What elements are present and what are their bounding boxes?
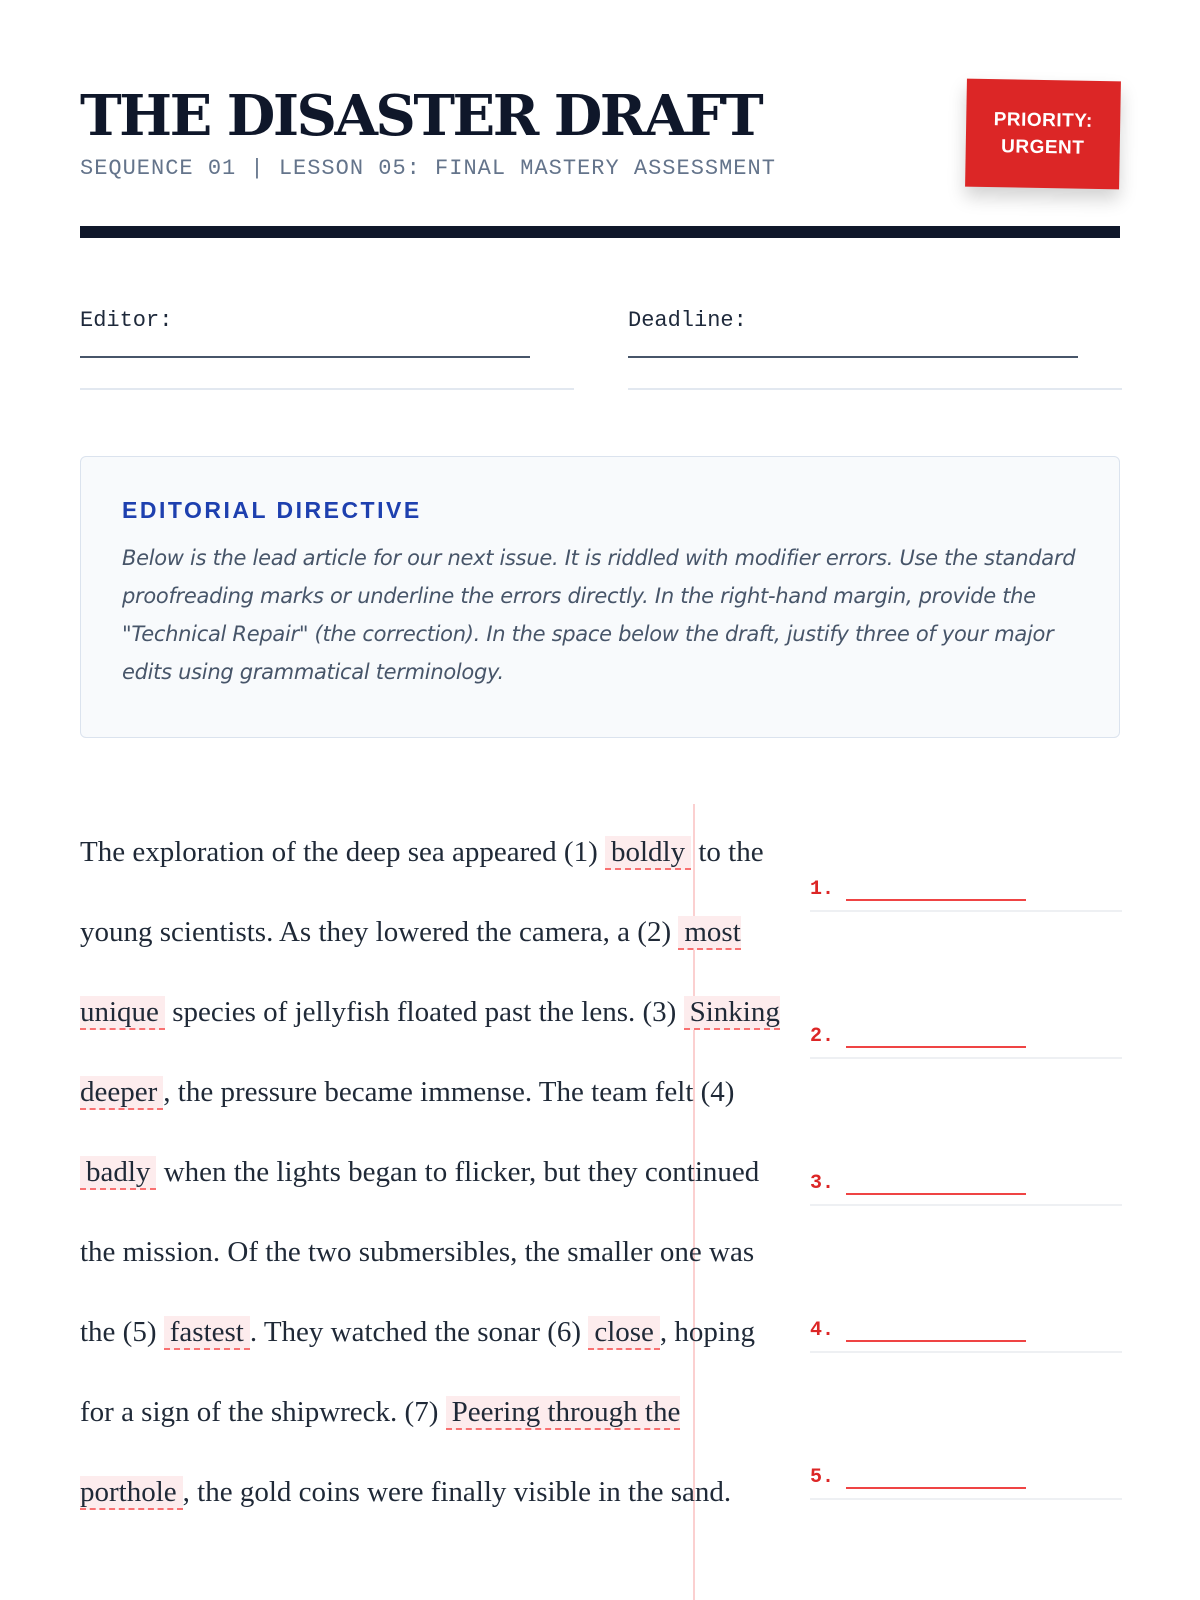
error-5[interactable]: fastest [164, 1316, 250, 1350]
answer-slot-2[interactable] [810, 1017, 1122, 1059]
deadline-input-line[interactable] [628, 356, 1078, 358]
answer-number: 1. [810, 878, 835, 901]
deadline-label: Deadline: [628, 308, 747, 333]
answer-number: 4. [810, 1319, 835, 1342]
editor-field[interactable] [80, 306, 574, 390]
error-1[interactable]: boldly [605, 836, 691, 870]
draft-text: when the lights began to flicker, but they continued the mission. Of the two submersibles, the smaller one was the (5) [80, 1156, 760, 1348]
draft-text: , the pressure became immense. The team felt (4) [163, 1076, 735, 1108]
error-4[interactable]: badly [80, 1156, 156, 1190]
answer-line[interactable] [846, 1340, 1026, 1342]
draft-text: , hoping for a sign of the shipwreck. (7) [80, 1316, 755, 1428]
answer-line[interactable] [846, 899, 1026, 901]
answer-line[interactable] [846, 1046, 1026, 1048]
draft-text: The exploration of the deep sea appeared (1) [80, 836, 605, 868]
priority-stamp [965, 79, 1121, 190]
error-7[interactable]: Peering through the porthole [80, 1396, 681, 1508]
answer-line[interactable] [846, 1487, 1026, 1489]
editor-input-line[interactable] [80, 356, 530, 358]
answer-slot-4[interactable] [810, 1311, 1122, 1353]
answer-slot-5[interactable] [810, 1458, 1122, 1500]
error-6[interactable]: close [588, 1316, 660, 1350]
error-3[interactable]: Sinking deeper [80, 996, 780, 1108]
draft-text: . They watched the sonar (6) [249, 1316, 589, 1348]
answer-number: 3. [810, 1172, 835, 1195]
header [80, 80, 1120, 240]
directive-title: EDITORIAL DIRECTIVE [122, 497, 422, 523]
answer-slot-1[interactable] [810, 870, 1122, 912]
stamp-line-2: URGENT [1000, 136, 1085, 159]
answer-slot-3[interactable] [810, 1164, 1122, 1206]
answer-number: 2. [810, 1025, 835, 1048]
answer-number: 5. [810, 1466, 835, 1489]
editorial-directive-box [80, 456, 1120, 738]
header-divider [80, 226, 1120, 238]
deadline-field[interactable] [628, 306, 1122, 390]
draft-text: species of jellyfish floated past the lens. (3) [164, 996, 684, 1028]
page-title: THE DISASTER DRAFT [80, 83, 762, 149]
directive-body: Below is the lead article for our next issue. It is riddled with modifier errors. Use the standard proofreading marks or underline the errors directly. In the right-hand margin, provide the "Technical Repair" (the correction). In the space below the draft, justify three of your major edits using grammatical terminology. [122, 546, 1076, 684]
answer-line[interactable] [846, 1193, 1026, 1195]
draft-article [80, 812, 780, 1532]
draft-text: to the young scientists. As they lowered the camera, a (2) [80, 836, 764, 948]
error-2[interactable]: most unique [80, 916, 741, 1028]
stamp-line-1: PRIORITY: [993, 109, 1093, 132]
draft-text: , the gold coins were finally visible in the sand. [182, 1476, 732, 1508]
page-subtitle: SEQUENCE 01 | LESSON 05: FINAL MASTERY ASSESSMENT [80, 156, 776, 181]
editor-label: Editor: [80, 308, 173, 333]
